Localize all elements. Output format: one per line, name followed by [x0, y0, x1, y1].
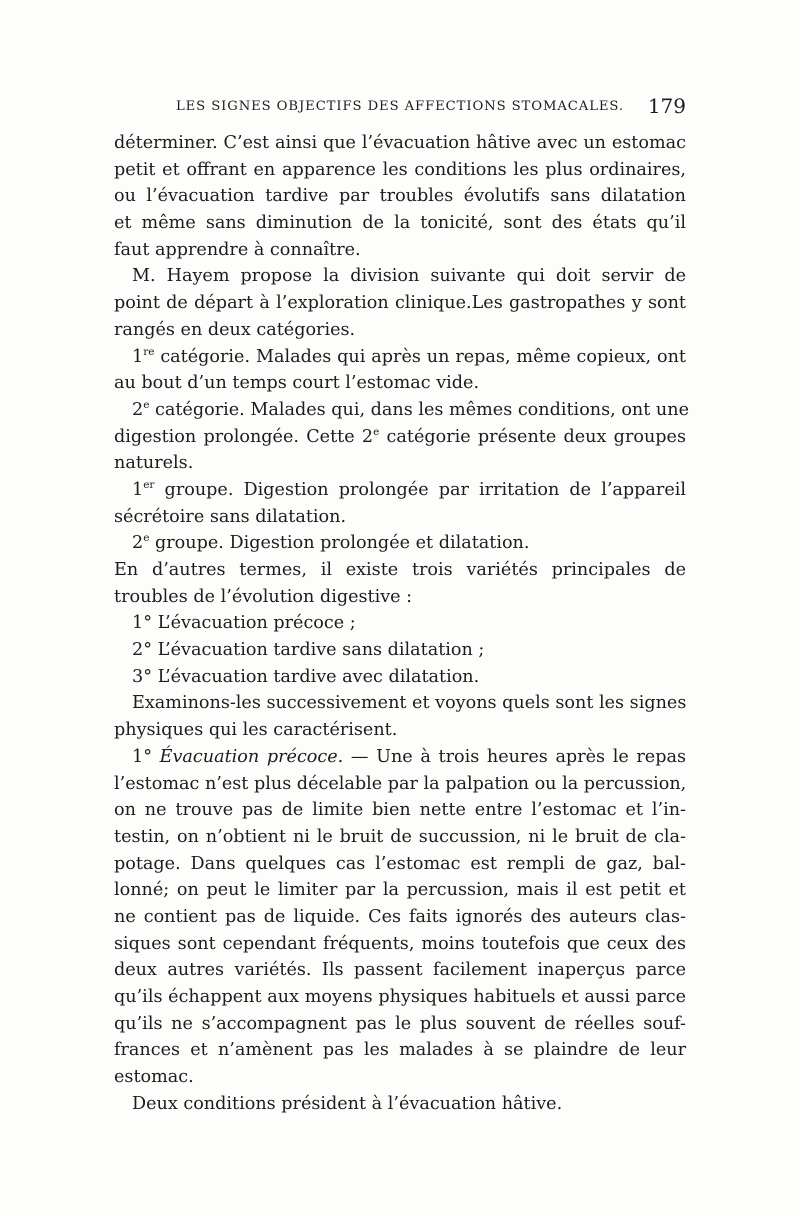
text-line: ne contient pas de liquide. Ces faits ignorés des auteurs clas- — [114, 906, 686, 927]
text-line: physiques qui les caractérisent. — [114, 720, 398, 741]
ordinal-suffix: er — [143, 478, 155, 491]
running-head — [176, 94, 686, 119]
text-line: au bout d’un temps court l’estomac vide. — [114, 373, 480, 394]
text-line: lonné; on peut le limiter par la percussion, mais il est petit et — [114, 880, 686, 901]
ordinal-suffix: re — [143, 345, 155, 358]
line-text: groupe. Digestion prolongée et dilatation. — [149, 533, 530, 554]
running-title: LES SIGNES OBJECTIFS DES AFFECTIONS STOMACALES. — [176, 99, 624, 114]
line-text: catégorie présente deux groupes — [379, 426, 686, 447]
text-line: faut apprendre à connaître. — [114, 239, 361, 260]
text-line: qu’ils ne s’accompagnent pas le plus souvent de réelles souf- — [114, 1013, 686, 1034]
text-line: estomac. — [114, 1067, 194, 1088]
text-line: Deux conditions président à l’évacuation hâtive. — [132, 1093, 563, 1114]
text-line — [114, 424, 686, 451]
line-text: groupe. Digestion prolongée par irritation de l’appareil — [154, 479, 686, 500]
text-line: on ne trouve pas de limite bien nette entre l’estomac et l’in- — [114, 800, 686, 821]
list-item: 3° L’évacuation tardive avec dilatation. — [132, 666, 480, 687]
ordinal-suffix: e — [143, 532, 150, 545]
text-line: naturels. — [114, 453, 194, 474]
text-line: potage. Dans quelques cas l’estomac est rempli de gaz, bal- — [114, 853, 686, 874]
text-line: ou l’évacuation tardive par troubles évolutifs sans dilatation — [114, 186, 686, 207]
ordinal-number: 2 — [132, 399, 144, 420]
section-heading: Évacuation précoce. — [159, 746, 344, 767]
text-line: sécrétoire sans dilatation. — [114, 506, 347, 527]
line-text: digestion prolongée. Cette — [114, 426, 362, 447]
line-text: catégorie. Malades qui après un repas, même copieux, ont — [154, 346, 686, 367]
line-text: catégorie. Malades qui, dans les mêmes conditions, ont une — [149, 399, 689, 420]
text-line: l’estomac n’est plus décelable par la palpation ou la percussion, — [114, 773, 687, 794]
ordinal-number: 2 — [132, 533, 144, 554]
text-line: petit et offrant en apparence les conditions les plus ordinaires, — [114, 159, 686, 180]
text-line: qu’ils échappent aux moyens physiques habituels et aussi parce — [114, 987, 686, 1007]
text-line: En d’autres termes, il existe trois variétés principales de — [114, 560, 686, 580]
text-line: testin, on n’obtient ni le bruit de succussion, ni le bruit de cla- — [114, 826, 686, 847]
text-line: Examinons-les successivement et voyons quels sont les signes — [132, 693, 687, 714]
line-text: 1° — [132, 746, 160, 767]
text-line — [114, 744, 686, 771]
list-item: 1° L’évacuation précoce ; — [132, 613, 356, 634]
line-text: — Une à trois heures après le repas — [343, 746, 686, 767]
ordinal-number: 2 — [361, 426, 374, 447]
ordinal-suffix: e — [143, 398, 150, 411]
ordinal-number: 1 — [132, 346, 144, 367]
ordinal-number: 1 — [132, 479, 144, 500]
text-line — [114, 477, 686, 504]
body-text — [114, 130, 689, 1117]
text-line: rangés en deux catégories. — [114, 319, 356, 340]
text-line: troubles de l’évolution digestive : — [114, 586, 413, 607]
text-line: déterminer. C’est ainsi que l’évacuation hâtive avec un estomac — [114, 133, 686, 153]
ordinal-suffix: e — [373, 425, 380, 438]
text-line: deux autres variétés. Ils passent facilement inaperçus parce — [114, 960, 686, 981]
text-line — [114, 397, 689, 424]
text-line: point de départ à l’exploration clinique.Les gastropathes y sont — [114, 293, 686, 314]
page-number: 179 — [647, 94, 686, 118]
list-item: 2° L’évacuation tardive sans dilatation ; — [132, 640, 485, 661]
text-line: et même sans diminution de la tonicité, sont des états qu’il — [114, 213, 686, 234]
text-line: M. Hayem propose la division suivante qui doit servir de — [132, 266, 686, 287]
text-line: siques sont cependant fréquents, moins toutefois que ceux des — [114, 933, 686, 954]
text-line — [114, 530, 686, 557]
text-line: frances et n’amènent pas les malades à se plaindre de leur — [114, 1040, 686, 1061]
text-line — [114, 344, 686, 371]
